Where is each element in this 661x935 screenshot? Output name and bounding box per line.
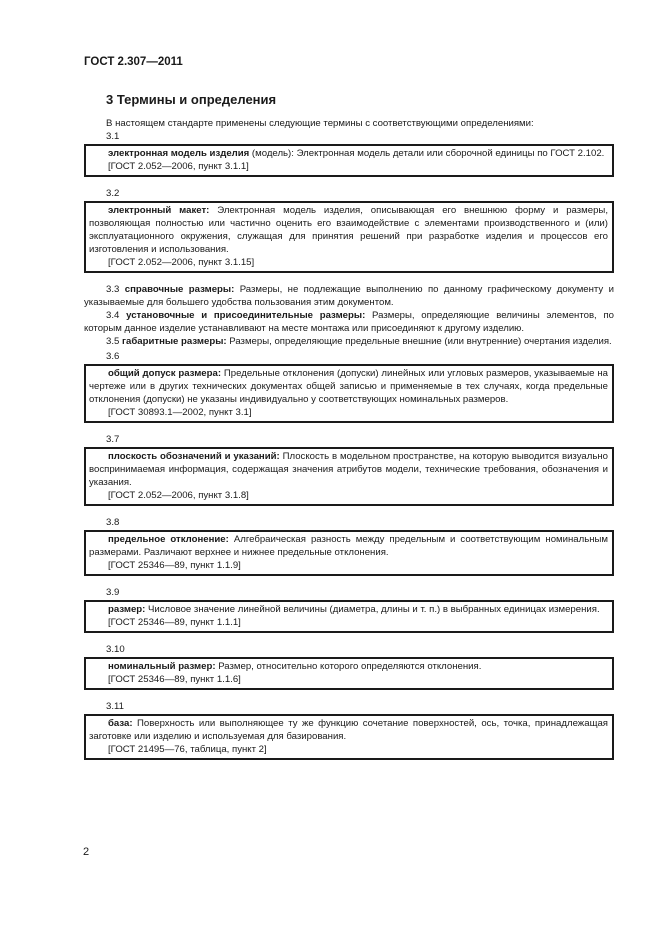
term-name: электронная модель изделия: [108, 148, 250, 159]
term-number: 3.1: [106, 131, 120, 142]
term-name: плоскость обозначений и указаний:: [108, 451, 280, 462]
term-name: база:: [108, 718, 133, 729]
term-number: 3.11: [106, 701, 124, 712]
term-box: [84, 364, 614, 423]
section-title: 3 Термины и определения: [106, 92, 277, 107]
term-definition: общий допуск размера: Предельные отклонения (допуски) линейных или угловых размеров, указываемые на чертеже или в других технических документах общей записью и применяемые в тех случаях, когда предельные отклонения (допуски) не указаны индивидуально у соответствующих номинальных размеров.: [89, 368, 608, 405]
term-paragraph: 3.4 установочные и присоединительные размеры: Размеры, определяющие величины элементов, по которым данное изделие устанавливают на месте монтажа или присоединяют к другому изделию.: [84, 310, 614, 334]
term-name: электронный макет:: [108, 205, 210, 216]
term-reference: [ГОСТ 25346—89, пункт 1.1.6]: [108, 674, 241, 685]
term-box: [84, 714, 614, 760]
page-number: 2: [83, 846, 90, 858]
term-reference: [ГОСТ 21495—76, таблица, пункт 2]: [108, 744, 267, 755]
page-header: ГОСТ 2.307—2011: [84, 56, 183, 68]
document-body: [84, 92, 614, 770]
term-name: размер:: [108, 604, 146, 615]
term-number: 3.6: [106, 351, 120, 362]
term-definition: номинальный размер: Размер, относительно которого определяются отклонения.: [108, 661, 482, 672]
term-name: габаритные размеры:: [122, 336, 227, 347]
term-box: [84, 201, 614, 273]
term-box: [84, 530, 614, 576]
term-paragraph: 3.5 габаритные размеры: Размеры, определяющие предельные внешние (или внутренние) очертания изделия.: [106, 336, 612, 347]
term-name: предельное отклонение:: [108, 534, 229, 545]
term-definition: электронная модель изделия (модель): Электронная модель детали или сборочной единицы по ГОСТ 2.102.: [108, 148, 605, 159]
term-box: [84, 144, 614, 177]
term-reference: [ГОСТ 2.052—2006, пункт 3.1.8]: [108, 490, 249, 501]
term-box: [84, 657, 614, 690]
term-reference: [ГОСТ 25346—89, пункт 1.1.1]: [108, 617, 241, 628]
term-definition: плоскость обозначений и указаний: Плоскость в модельном пространстве, на которую выводится визуально воспринимаемая информация, содержащая значения атрибутов модели, технические требования, обозначения и указания.: [89, 451, 608, 488]
term-definition: электронный макет: Электронная модель изделия, описывающая его внешнюю форму и размеры, позволяющая полностью или частично оценить его взаимодействие с элементами производственного и (или) эксплуатационного окружения, служащая для принятия решений при разработке изделия и процессов его изготовления и использования.: [89, 205, 608, 255]
term-number: 3.10: [106, 644, 125, 655]
term-definition: размер: Числовое значение линейной величины (диаметра, длины и т. п.) в выбранных единицах измерения.: [108, 604, 600, 615]
term-reference: [ГОСТ 25346—89, пункт 1.1.9]: [108, 560, 241, 571]
term-definition: база: Поверхность или выполняющее ту же функцию сочетание поверхностей, ось, точка, принадлежащая заготовке или изделию и используемая для базирования.: [89, 718, 608, 742]
term-name: справочные размеры:: [124, 284, 235, 295]
intro-paragraph: В настоящем стандарте применены следующие термины с соответствующими определениями:: [106, 118, 534, 129]
term-number: 3.8: [106, 517, 120, 528]
term-box: [84, 447, 614, 506]
term-number: 3.9: [106, 587, 120, 598]
term-paragraph: 3.3 справочные размеры: Размеры, не подлежащие выполнению по данному графическому документу и указываемые для большего удобства пользования этим документом.: [84, 284, 614, 308]
term-box: [84, 600, 614, 633]
term-name: номинальный размер:: [108, 661, 216, 672]
term-number: 3.2: [106, 188, 120, 199]
term-name: общий допуск размера:: [108, 368, 222, 379]
term-definition: предельное отклонение: Алгебраическая разность между предельным и соответствующим номинальным размерами. Различают верхнее и нижнее предельные отклонения.: [89, 534, 608, 558]
term-reference: [ГОСТ 2.052—2006, пункт 3.1.1]: [108, 161, 249, 172]
term-name: установочные и присоединительные размеры:: [126, 310, 366, 321]
term-reference: [ГОСТ 30893.1—2002, пункт 3.1]: [108, 407, 252, 418]
term-reference: [ГОСТ 2.052—2006, пункт 3.1.15]: [108, 257, 255, 268]
term-number: 3.7: [106, 434, 120, 445]
